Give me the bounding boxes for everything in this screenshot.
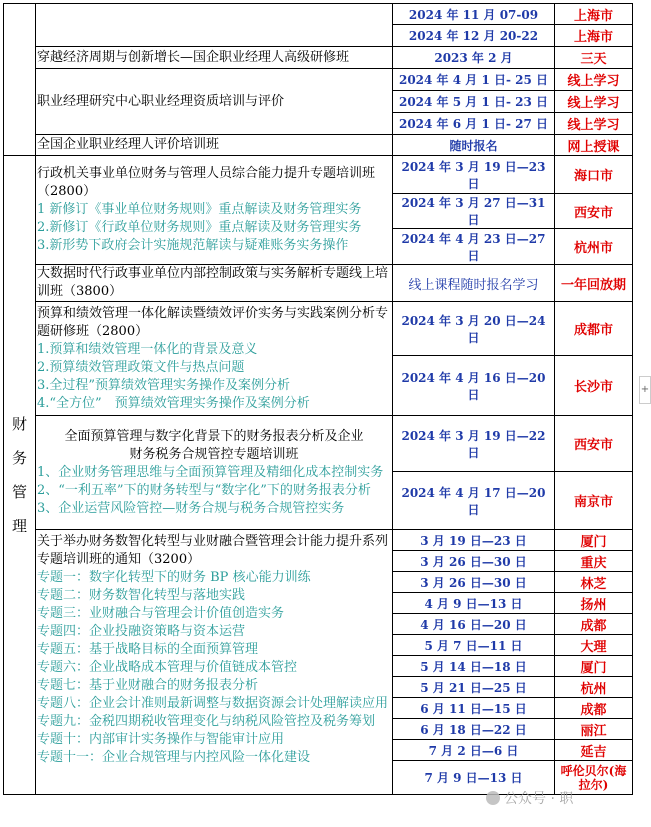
course-item: 专题四：企业投融资策略与资本运营 (37, 624, 246, 639)
location-cell: 南京市 (555, 472, 633, 530)
course-block (36, 156, 393, 265)
course-block (36, 416, 393, 530)
date-cell: 4 月 9 日—13 日 (393, 593, 555, 614)
location-cell: 上海市 (555, 4, 633, 25)
location-cell: 西安市 (555, 416, 633, 472)
date-cell: 2024 年 3 月 19 日—23 日 (393, 156, 555, 194)
side-scroll-button[interactable]: + (639, 376, 651, 404)
course-title: 关于举办财务数智化转型与业财融合暨管理会计能力提升系列专题培训班的通知（3200） (37, 534, 389, 567)
location-cell: 林芝 (555, 572, 633, 593)
location-cell: 线上学习 (555, 91, 633, 113)
course-item: 专题五：基于战略目标的全面预算管理 (37, 642, 259, 657)
location-cell: 扬州 (555, 593, 633, 614)
watermark-text: 公众号 · 职 (504, 791, 574, 807)
course-title: 全国企业职业经理人评价培训班 (36, 135, 393, 156)
date-cell: 线上课程随时报名学习 (393, 265, 555, 302)
location-cell: 重庆 (555, 551, 633, 572)
date-cell: 3 月 26 日—30 日 (393, 551, 555, 572)
category-char: 财 (11, 415, 27, 433)
wechat-icon (486, 791, 500, 805)
location-cell: 西安市 (555, 194, 633, 229)
date-cell: 2024 年 4 月 17 日—20 日 (393, 472, 555, 530)
location-cell: 延吉 (555, 740, 633, 761)
training-schedule-table (3, 3, 633, 795)
location-cell: 成都市 (555, 302, 633, 356)
blank-course-cell (36, 4, 393, 47)
date-cell: 4 月 16 日—20 日 (393, 614, 555, 635)
date-cell: 2024 年 3 月 27 日—31 日 (393, 194, 555, 229)
date-cell: 3 月 26 日—30 日 (393, 572, 555, 593)
date-cell: 2024 年 6 月 1 日- 27 日 (393, 113, 555, 135)
date-cell: 5 月 14 日—18 日 (393, 656, 555, 677)
watermark (486, 788, 573, 808)
course-item: 1 新修订《事业单位财务规则》重点解读及财务管理实务 (37, 202, 362, 217)
course-item: 3.新形势下政府会计实施规范解读与疑难账务实务操作 (37, 238, 349, 253)
date-cell: 6 月 18 日—22 日 (393, 719, 555, 740)
category-char: 管 (11, 483, 27, 501)
course-item: 2.新修订《行政单位财务规则》重点解读及财务管理实务 (37, 220, 362, 235)
date-cell: 5 月 7 日—11 日 (393, 635, 555, 656)
date-cell: 2024 年 12 月 20-22 (393, 25, 555, 47)
location-cell: 长沙市 (555, 356, 633, 416)
location-cell: 杭州 (555, 677, 633, 698)
date-cell: 2024 年 4 月 1 日- 25 日 (393, 69, 555, 91)
date-cell: 2024 年 3 月 20 日—24 日 (393, 302, 555, 356)
course-item: 专题九：金税四期税收管理变化与纳税风险管控及税务筹划 (37, 714, 376, 729)
location-cell: 大理 (555, 635, 633, 656)
location-cell: 一年回放期 (555, 265, 633, 302)
location-cell: 丽江 (555, 719, 633, 740)
blank-category-cell (4, 4, 36, 156)
course-title: 穿越经济周期与创新增长—国企职业经理人高级研修班 (36, 47, 393, 69)
date-cell: 3 月 19 日—23 日 (393, 530, 555, 551)
date-cell: 2023 年 2 月 (393, 47, 555, 69)
course-item: 专题十一：企业合规管理与内控风险一体化建设 (37, 750, 311, 765)
course-item: 1.预算和绩效管理一体化的背景及意义 (37, 341, 258, 357)
course-title: 全面预算管理与数字化背景下的财务报表分析及企业 (64, 428, 364, 444)
category-char: 务 (11, 449, 27, 467)
course-item: 3.全过程”预算绩效管理实务操作及案例分析 (37, 377, 291, 393)
location-cell: 上海市 (555, 25, 633, 47)
location-cell: 线上学习 (555, 69, 633, 91)
course-title: 行政机关事业单位财务与管理人员综合能力提升专题培训班（2800） (37, 166, 376, 199)
location-cell: 厦门 (555, 656, 633, 677)
location-cell: 厦门 (555, 530, 633, 551)
course-item: 专题七：基于业财融合的财务报表分析 (37, 678, 259, 693)
date-cell: 6 月 11 日—15 日 (393, 698, 555, 719)
location-cell: 成都 (555, 698, 633, 719)
course-item: 专题二：财务数智化转型与落地实践 (37, 588, 246, 603)
course-item: 专题一：数字化转型下的财务 BP 核心能力训练 (37, 570, 311, 585)
location-cell: 杭州市 (555, 229, 633, 265)
course-item: 4.“全方位” 预算绩效管理实务操作及案例分析 (37, 395, 310, 411)
date-cell: 2024 年 5 月 1 日- 23 日 (393, 91, 555, 113)
location-cell: 三天 (555, 47, 633, 69)
course-block (36, 302, 393, 416)
course-item: 专题三：业财融合与管理会计价值创造实务 (37, 606, 285, 621)
location-cell: 成都 (555, 614, 633, 635)
course-title: 大数据时代行政事业单位内部控制政策与实务解析专题线上培训班（3800） (36, 265, 393, 302)
date-cell: 2024 年 3 月 19 日—22 日 (393, 416, 555, 472)
course-description: 1、企业财务管理思维与全面预算管理及精细化成本控制实务 2、“一利五率”下的财务转型与“数字化”下的财务报表分析 3、企业运营风险管控—财务合规与税务合规管控实务 (37, 464, 384, 516)
date-cell: 7 月 2 日—6 日 (393, 740, 555, 761)
date-cell: 5 月 21 日—25 日 (393, 677, 555, 698)
date-cell: 随时报名 (393, 135, 555, 156)
course-item: 专题十：内部审计实务操作与智能审计应用 (37, 732, 285, 747)
course-item: 专题八：企业会计准则最新调整与数据资源会计处理解读应用 (37, 696, 389, 711)
course-block (36, 530, 393, 795)
location-cell: 线上学习 (555, 113, 633, 135)
category-char: 理 (11, 517, 27, 535)
course-item: 2.预算绩效管理政策文件与热点问题 (37, 359, 245, 375)
course-item: 专题六：企业战略成本管理与价值链成本管控 (37, 660, 298, 675)
course-title: 职业经理研究中心职业经理资质培训与评价 (36, 69, 393, 135)
location-cell: 海口市 (555, 156, 633, 194)
location-cell: 网上授课 (555, 135, 633, 156)
course-title: 预算和绩效管理一体化解读暨绩效评价实务与实践案例分析专题研修班（2800） (37, 305, 389, 339)
date-cell: 2024 年 4 月 23 日—27 日 (393, 229, 555, 265)
date-cell: 2024 年 4 月 16 日—20 日 (393, 356, 555, 416)
finance-category-cell (4, 156, 36, 795)
date-cell: 2024 年 11 月 07-09 (393, 4, 555, 25)
course-title: 财务税务合规管控专题培训班 (129, 446, 299, 462)
date-cell: 7 月 9 日—13 日 (393, 761, 555, 795)
location-cell: 呼伦贝尔(海拉尔) (555, 761, 633, 795)
